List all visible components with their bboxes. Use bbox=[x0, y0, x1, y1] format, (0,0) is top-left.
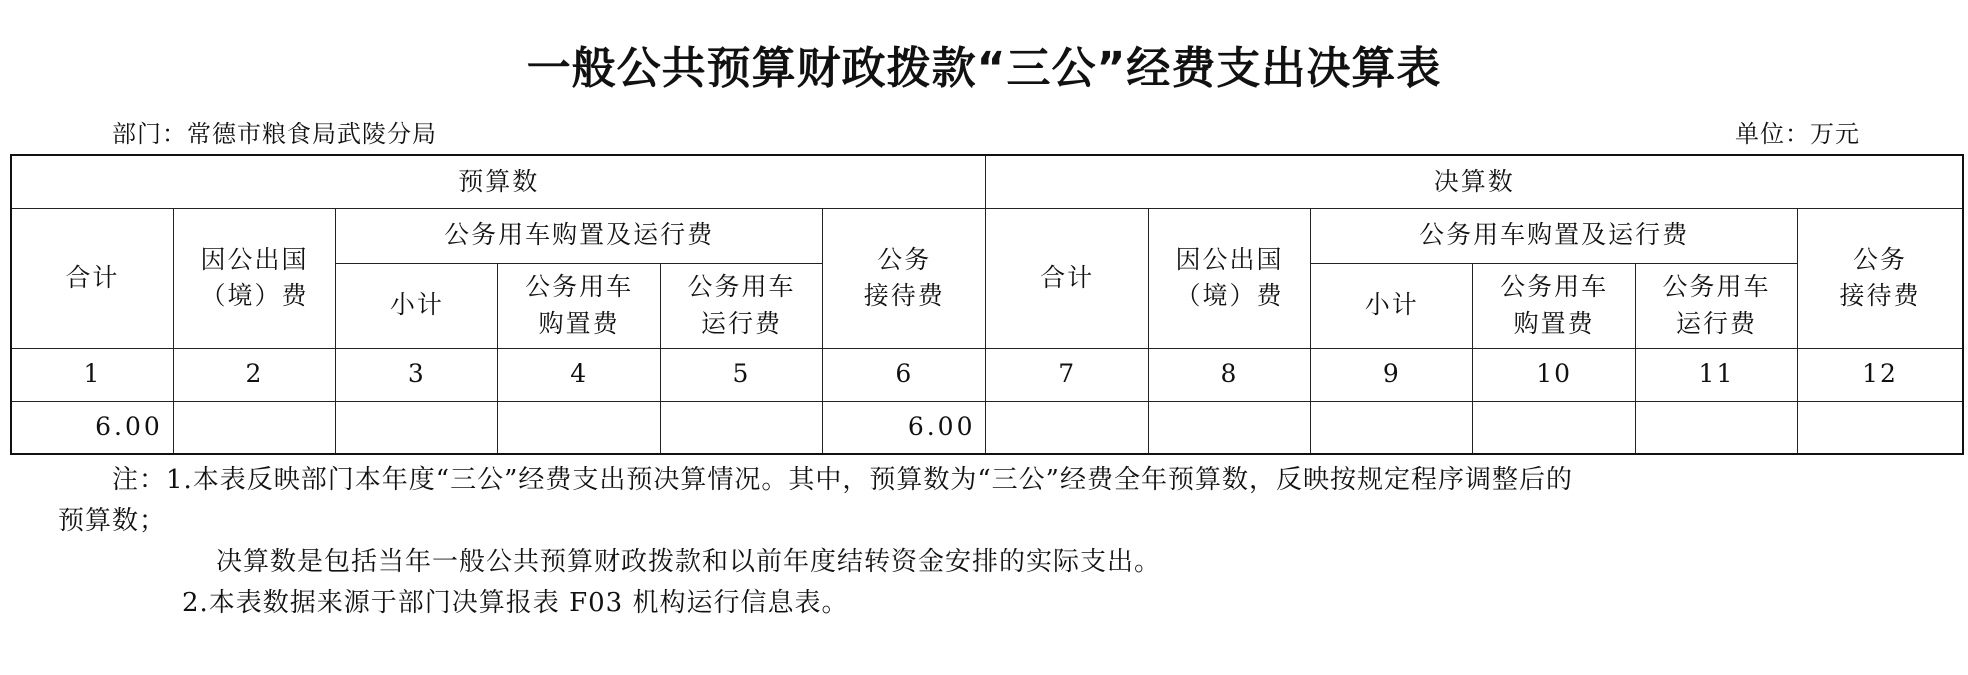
final-purchase-header: 公务用车 购置费 bbox=[1473, 263, 1635, 348]
budget-subtotal-header: 小计 bbox=[336, 263, 498, 348]
budget-vehicle-purchase-value bbox=[498, 401, 660, 454]
note-1: 注：1.本表反映部门本年度“三公”经费支出预决算情况。其中，预算数为“三公”经费全年预算数，反映按规定程序调整后的 bbox=[112, 465, 1573, 495]
value-row bbox=[11, 401, 1963, 454]
final-total-header: 合计 bbox=[986, 208, 1148, 348]
budget-total-header: 合计 bbox=[11, 208, 173, 348]
column-number: 12 bbox=[1798, 348, 1963, 401]
column-number: 8 bbox=[1148, 348, 1310, 401]
final-reception-header: 公务 接待费 bbox=[1798, 208, 1963, 348]
column-number: 9 bbox=[1311, 348, 1473, 401]
budget-total-value: 6.00 bbox=[11, 401, 173, 454]
three-public-expenses-table bbox=[10, 154, 1964, 455]
budget-reception-value: 6.00 bbox=[823, 401, 986, 454]
final-travel-value bbox=[1148, 401, 1310, 454]
final-vehicle-operation-value bbox=[1635, 401, 1797, 454]
column-number: 11 bbox=[1635, 348, 1797, 401]
budget-travel-header: 因公出国 （境）费 bbox=[173, 208, 335, 348]
page-title: 一般公共预算财政拨款“三公”经费支出决算表 bbox=[526, 43, 1442, 94]
unit-label: 单位：万元 bbox=[1735, 120, 1860, 148]
column-number: 6 bbox=[823, 348, 986, 401]
final-subtotal-header: 小计 bbox=[1311, 263, 1473, 348]
final-vehicle-group-header: 公务用车购置及运行费 bbox=[1311, 208, 1798, 263]
column-number: 10 bbox=[1473, 348, 1635, 401]
note-2: 2.本表数据来源于部门决算报表 F03 机构运行信息表。 bbox=[182, 588, 849, 618]
column-number: 1 bbox=[11, 348, 173, 401]
column-number: 7 bbox=[986, 348, 1148, 401]
note-1-final-definition: 决算数是包括当年一般公共预算财政拨款和以前年度结转资金安排的实际支出。 bbox=[216, 547, 1162, 577]
budget-header: 预算数 bbox=[11, 155, 986, 208]
budget-operation-header: 公务用车 运行费 bbox=[660, 263, 822, 348]
final-vehicle-subtotal-value bbox=[1311, 401, 1473, 454]
budget-travel-value bbox=[173, 401, 335, 454]
budget-purchase-header: 公务用车 购置费 bbox=[498, 263, 660, 348]
note-1-continuation: 预算数； bbox=[58, 506, 167, 536]
final-header: 决算数 bbox=[986, 155, 1963, 208]
final-travel-header: 因公出国 （境）费 bbox=[1148, 208, 1310, 348]
budget-vehicle-subtotal-value bbox=[336, 401, 498, 454]
budget-vehicle-operation-value bbox=[660, 401, 822, 454]
column-number: 5 bbox=[660, 348, 822, 401]
final-operation-header: 公务用车 运行费 bbox=[1635, 263, 1797, 348]
column-number: 2 bbox=[173, 348, 335, 401]
department-label: 部门：常德市粮食局武陵分局 bbox=[112, 120, 437, 148]
final-reception-value bbox=[1798, 401, 1963, 454]
final-total-value bbox=[986, 401, 1148, 454]
column-number-row bbox=[11, 348, 1963, 401]
column-number: 3 bbox=[336, 348, 498, 401]
column-number: 4 bbox=[498, 348, 660, 401]
budget-vehicle-group-header: 公务用车购置及运行费 bbox=[336, 208, 823, 263]
final-vehicle-purchase-value bbox=[1473, 401, 1635, 454]
budget-reception-header: 公务 接待费 bbox=[823, 208, 986, 348]
